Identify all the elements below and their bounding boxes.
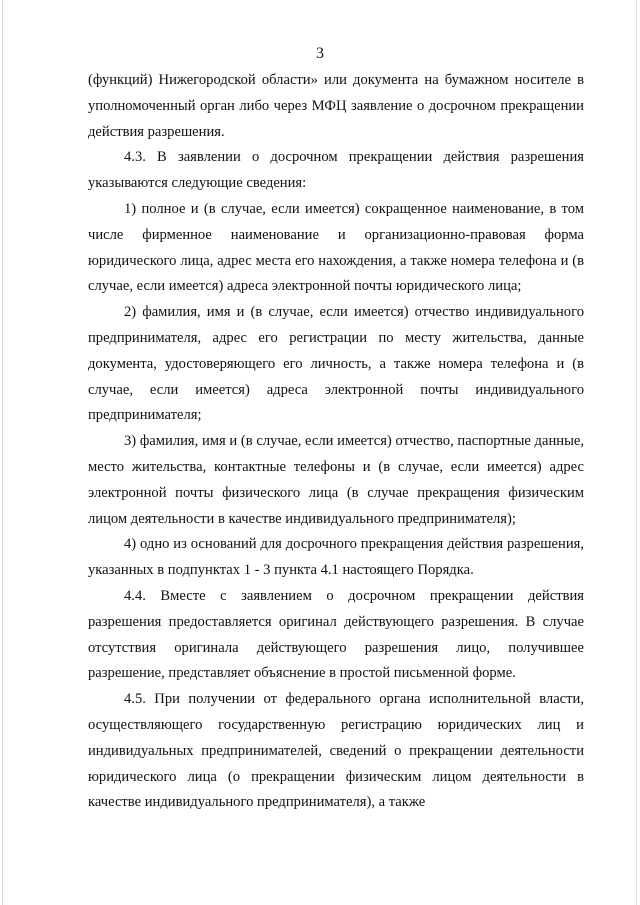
paragraph-4-5: 4.5. При получении от федерального органа исполнительной власти, осуществляющего государственную регистрацию юридических лиц и индивидуальных предпринимателей, сведений о прекращении деятельности юридического лица (о прекращении физическим лицом деятельности в качестве индивидуального предпринимателя), а также [88,691,584,811]
list-item-2: 2) фамилия, имя и (в случае, если имеется) отчество индивидуального предпринимателя, адрес его регистрации по месту жительства, данные документа, удостоверяющего его личность, а также номера телефона и (в случае, если имеется) адреса электронной почты индивидуального предпринимателя; [88,304,584,424]
paragraph-4-3: 4.3. В заявлении о досрочном прекращении действия разрешения указываются следующие сведения: [88,149,584,192]
paragraph-4-4: 4.4. Вместе с заявлением о досрочном прекращении действия разрешения предоставляется оригинал действующего разрешения. В случае отсутствия оригинала действующего разрешения лицо, получившее разрешение, представляет объяснение в простой письменной форме. [88,587,584,682]
list-item-1: 1) полное и (в случае, если имеется) сокращенное наименование, в том числе фирменное наименование и организационно-правовая форма юридического лица, адрес места его нахождения, а также номера телефона и (в случае, если имеется) адреса электронной почты юридического лица; [88,200,584,295]
page-number: 3 [316,45,324,62]
page-edge-left [2,0,3,905]
page-edge-right [636,0,637,905]
list-item-4: 4) одно из оснований для досрочного прекращения действия разрешения, указанных в подпунктах 1 - 3 пункта 4.1 настоящего Порядка. [88,536,584,579]
list-item-3: 3) фамилия, имя и (в случае, если имеется) отчество, паспортные данные, место жительства, контактные телефоны и (в случае, если имеется) адрес электронной почты физического лица (в случае прекращения физическим лицом деятельности в качестве индивидуального предпринимателя); [88,433,584,527]
document-body [88,68,584,816]
paragraph-continuation: (функций) Нижегородской области» или документа на бумажном носителе в уполномоченный орган либо через МФЦ заявление о досрочном прекращении действия разрешения. [88,72,584,140]
